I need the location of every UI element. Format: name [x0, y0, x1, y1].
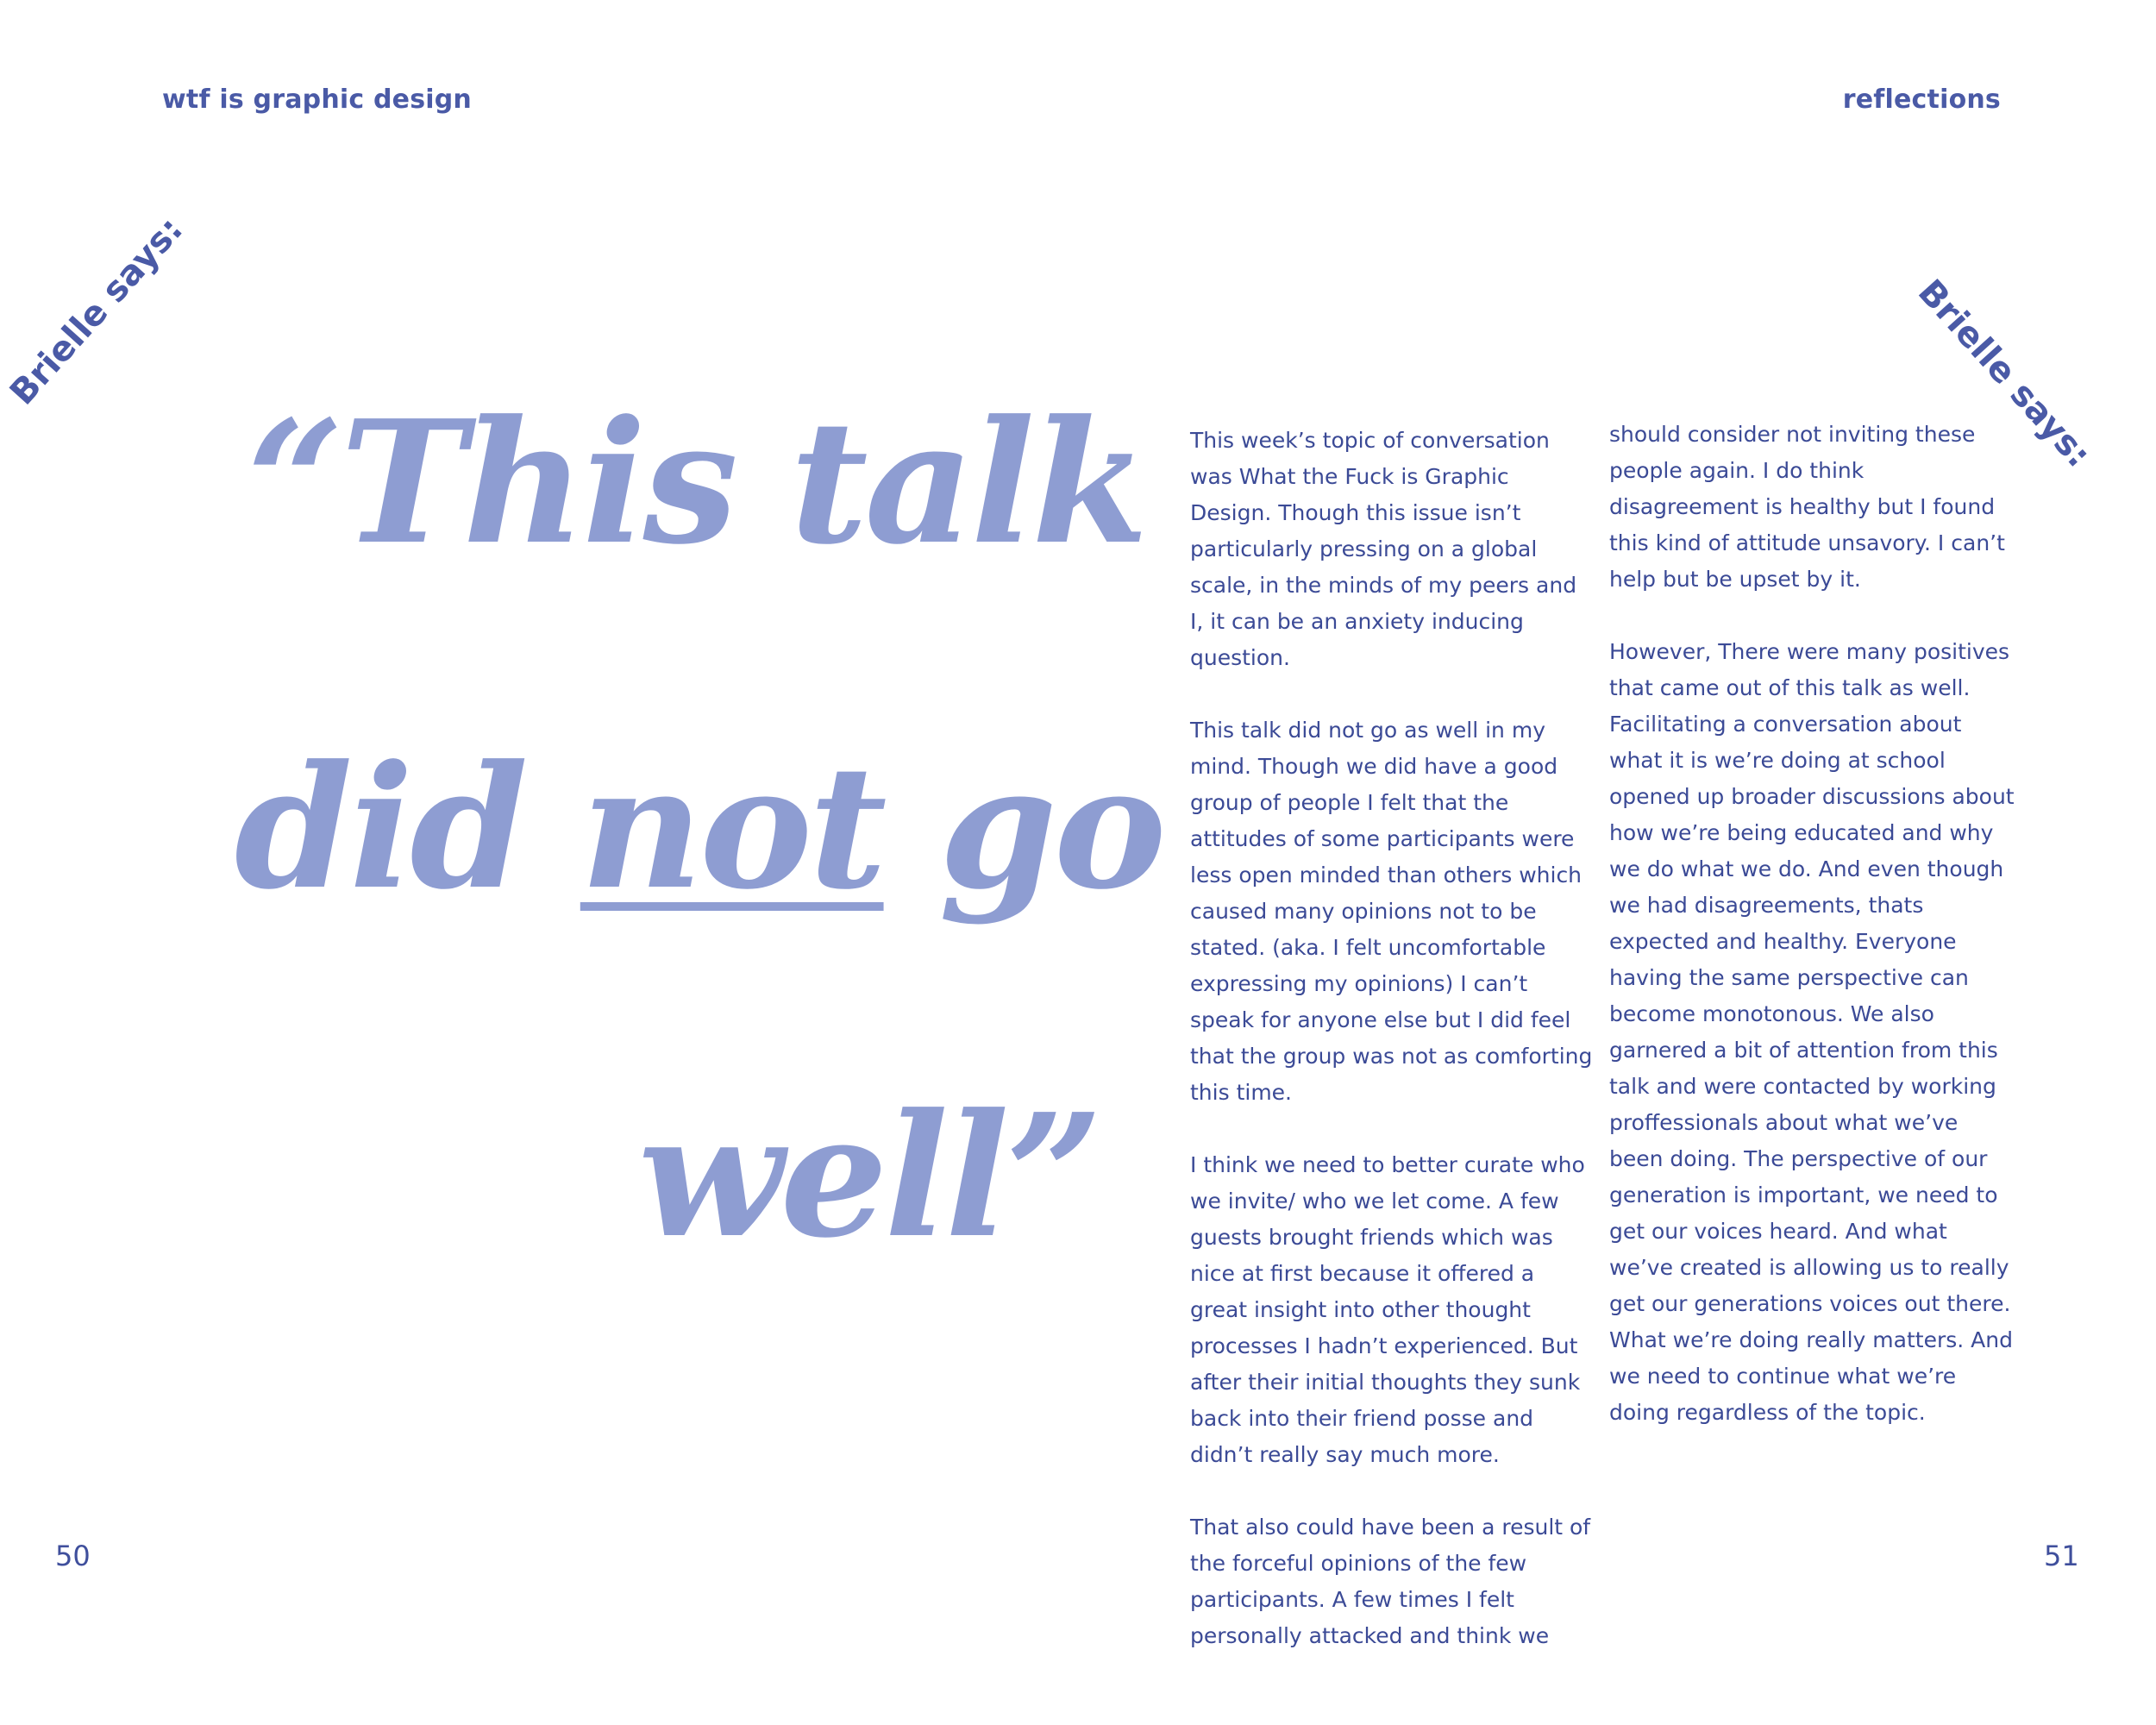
pull-quote-line-2-start: did — [235, 729, 580, 927]
running-head-right: reflections — [1842, 85, 2001, 115]
body-paragraph: I think we need to better curate who we invite/ who we let come. A few guests brought friends which was nice at first because it offered a great insight into other thought processes I hadn’t experienced. But after their initial thoughts they sunk back into their friend posse and didn’t really say much more. — [1190, 1152, 1585, 1467]
byline-left: Brielle says: — [2, 210, 191, 413]
page-number-right: 51 — [2044, 1540, 2079, 1572]
body-column-right — [1609, 417, 2015, 1467]
body-paragraph: However, There were many positives that came out of this talk as well. Facilitating a conversation about what it is we’re doing at school opened up broader discussions about how we’re being educated and why we do what we do. And even though we had disagreements, thats expected and healthy. Everyone having the same perspective can become monotonous. We also garnered a bit of attention from this talk and were contacted by working proffessionals about what we’ve been doing. The perspective of our generation is important, we need to get our voices heard. And what we’ve created is allowing us to really get our generations voices out there. What we’re doing really matters. And we need to continue what we’re doing regardless of the topic. — [1609, 639, 2015, 1425]
pull-quote-emphasis: not — [580, 729, 884, 927]
pull-quote-line-2-end: go — [883, 729, 1163, 927]
pull-quote-line-2 — [235, 729, 1163, 927]
body-paragraph: should consider not inviting these people again. I do think disagreement is healthy but I found this kind of attitude unsavory. I can’t help but be upset by it. — [1609, 422, 2005, 592]
body-paragraph: This talk did not go as well in my mind. Though we did have a good group of people I felt that the attitudes of some participants were less open minded than others which caused many opinions not to be stated. (aka. I felt uncomfortable expressing my opinions) I can’t speak for anyone else but I did feel that the group was not as comforting this time. — [1190, 718, 1593, 1105]
pull-quote-line-1: “This talk — [247, 384, 1145, 582]
running-head-left: wtf is graphic design — [162, 85, 472, 115]
byline-right: Brielle says: — [1909, 272, 2099, 475]
body-paragraph: This week’s topic of conversation was What the Fuck is Graphic Design. Though this issue isn’t particularly pressing on a global scale, in the minds of my peers and I, it can be an anxiety inducing question. — [1190, 428, 1577, 670]
pull-quote-line-3: well” — [638, 1077, 1100, 1276]
body-column-left — [1190, 423, 1595, 1690]
body-paragraph: That also could have been a result of the forceful opinions of the few participants. A few times I felt personally attacked and think we — [1190, 1515, 1591, 1648]
page-number-left: 50 — [55, 1540, 91, 1572]
